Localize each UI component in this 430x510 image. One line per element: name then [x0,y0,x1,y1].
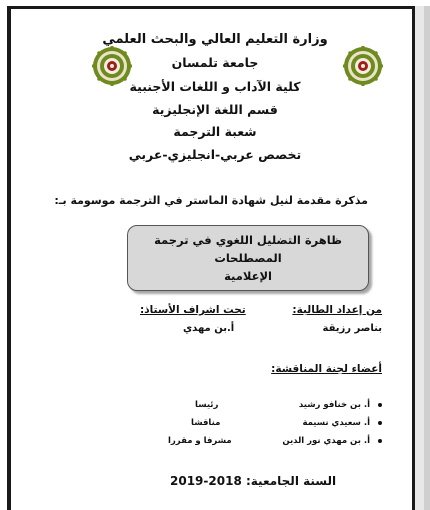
member-name: أ. سعيدي نسيمة [302,418,370,428]
supervisor-label: تحت اشراف الأستاذ: [140,304,246,316]
member-role: رئيسا [195,400,219,410]
specialty-name: تخصص عربي-انجليزي-عربي [128,147,302,162]
committee-label: أعضاء لجنة المناقشة: [271,363,382,375]
committee-member [302,418,382,428]
bullet-icon [378,439,382,443]
academic-year: السنة الجامعية: 2018-2019 [170,474,337,488]
university-name: جامعة تلمسان [171,55,259,70]
member-name: أ. بن خنافو رشيد [298,400,370,410]
bullet-icon [378,403,382,407]
member-role: مناقشا [191,418,221,428]
department-name: قسم اللغة الإنجليزية [152,102,278,117]
faculty-name: كلية الآداب و اللغات الأجنبية [129,79,301,94]
student-name: بناصر رزيقة [322,323,382,334]
border-top [7,6,415,9]
thesis-intro: مذكرة مقدمة لنيل شهادة الماستر في الترجمة موسومة بـ: [54,194,368,207]
supervisor-name: أ.بن مهدي [183,323,235,334]
committee-member [299,400,382,410]
ministry-name: وزارة التعليم العالي والبحث العلمي [102,32,328,47]
page-edge [424,6,430,510]
border-left [7,6,11,510]
member-name: أ. بن مهدي نور الدين [282,436,370,446]
prepared-by-label: من إعداد الطالبة: [292,304,382,316]
thesis-title-line1: ظاهرة التضليل اللغوي في ترجمة المصطلحات [154,233,342,265]
member-role: مشرفا و مقررا [168,436,232,446]
bullet-icon [378,421,382,425]
branch-name: شعبة الترجمة [173,124,257,139]
thesis-title-line2: الإعلامية [224,269,272,283]
committee-member [282,436,382,446]
thesis-title-box [127,225,369,291]
